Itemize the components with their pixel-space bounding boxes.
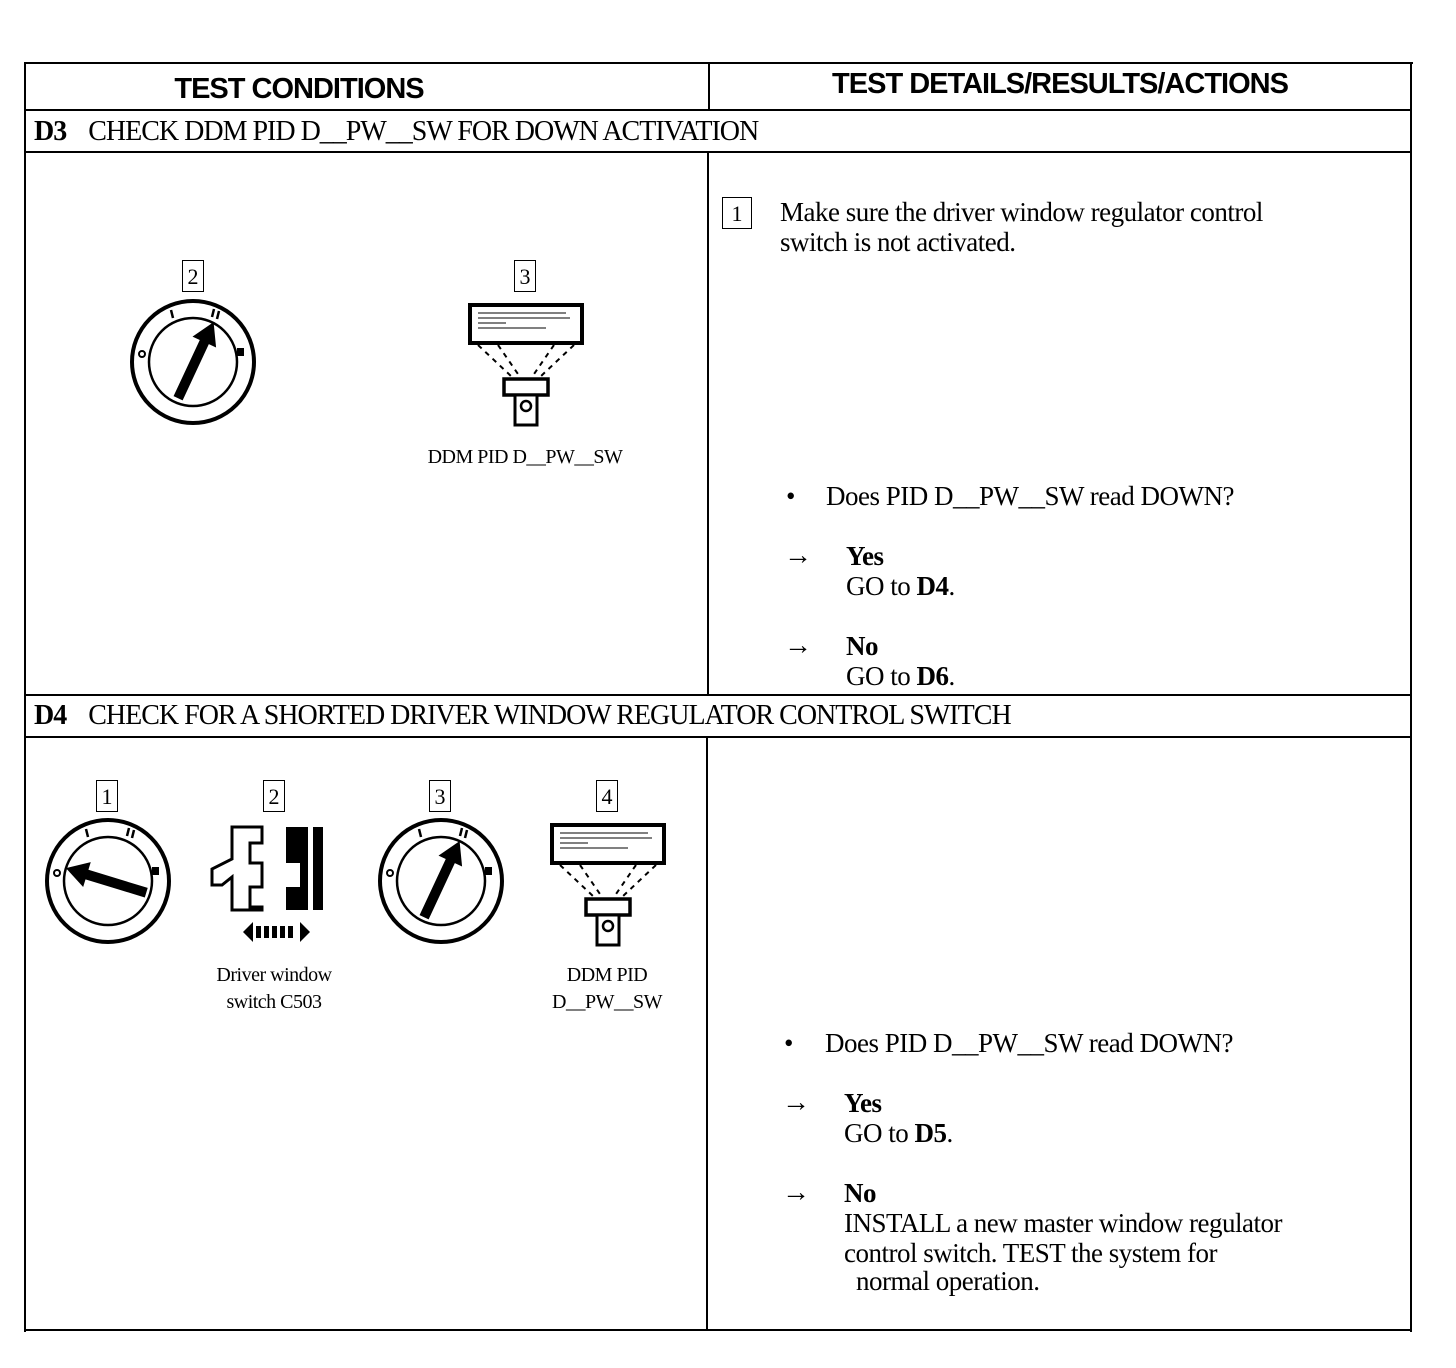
step-title-text: CHECK DDM PID D__PW__SW FOR DOWN ACTIVATION [88,116,759,147]
yes-label [844,1088,882,1118]
yes-text: Yes [844,1088,882,1118]
figure-number: 4 [596,780,618,812]
d4-title-divider [26,736,1412,738]
ignition-switch-icon [441,881,442,882]
scan-tool-icon [526,367,527,368]
figure-caption: Driver window [216,964,332,986]
no-text: No [846,631,878,661]
figure-number: 2 [263,780,285,812]
no-label [844,1178,876,1208]
question-text: Does PID D__PW__SW read DOWN? [826,481,1234,511]
action-text: switch is not activated. [780,227,1016,257]
figure-caption: switch C503 [226,991,322,1013]
arrow-icon: → [784,630,812,661]
figure-number: 3 [514,260,536,292]
yes-action: GO to D4. [846,571,955,601]
yes-label [846,541,884,571]
arrow-icon: → [784,540,812,571]
no-text: No [844,1178,876,1208]
table-border-top [26,62,1413,64]
no-action-link[interactable]: D6 [916,661,949,691]
yes-action-prefix: GO to [846,571,917,601]
ignition-switch-icon [193,362,194,363]
figure-number: 1 [96,780,118,812]
window-switch-connector-icon [210,825,340,945]
no-action: control switch. TEST the system for [844,1238,1217,1268]
column-divider-d4 [706,737,708,1330]
yes-action-link[interactable]: D4 [916,571,949,601]
d3-title-divider [26,151,1412,153]
step-id: D4 [34,700,67,731]
no-action: INSTALL a new master window regulator [844,1208,1282,1238]
header-test-details: TEST DETAILS/RESULTS/ACTIONS [832,68,1288,100]
header-test-conditions: TEST CONDITIONS [174,73,424,105]
scan-tool-icon [608,887,609,888]
step-id: D3 [34,116,67,147]
table-border-left [24,62,26,1332]
bullet: • [786,481,795,511]
action-text: Make sure the driver window regulator control [780,197,1263,227]
yes-text: Yes [846,541,884,571]
d4-title-top-divider [26,694,1412,696]
arrow-icon: → [782,1177,810,1208]
header-divider [26,109,1412,111]
question-text: Does PID D__PW__SW read DOWN? [825,1028,1233,1058]
step-title-d3 [34,116,758,148]
yes-action-link[interactable]: D5 [914,1118,947,1148]
no-action: normal operation. [856,1266,1040,1296]
action-number: 1 [722,197,752,229]
yes-action: GO to D5. [844,1118,953,1148]
figure-caption: DDM PID [566,964,648,986]
bullet: • [784,1028,793,1058]
figure-number: 3 [429,780,451,812]
figure-number: 2 [182,260,204,292]
table-border-bottom [24,1329,1412,1331]
step-title-d4 [34,700,1011,732]
figure-caption: D__PW__SW [552,991,662,1013]
step-title-text: CHECK FOR A SHORTED DRIVER WINDOW REGULATOR CONTROL SWITCH [88,700,1011,731]
ignition-switch-icon [108,881,109,882]
table-border-right [1410,62,1412,1332]
column-divider-d3 [707,152,709,695]
figure-caption: DDM PID D__PW__SW [427,446,623,468]
no-action-prefix: GO to [846,661,917,691]
yes-action-prefix: GO to [844,1118,915,1148]
arrow-icon: → [782,1087,810,1118]
no-action: GO to D6. [846,661,955,691]
no-label [846,631,878,661]
